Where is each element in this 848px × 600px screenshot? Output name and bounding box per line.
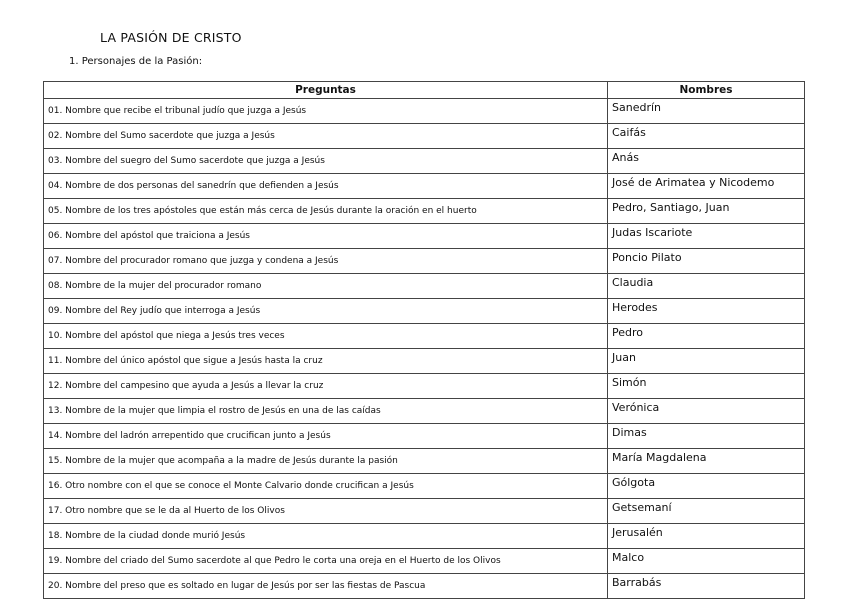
question-cell: 02. Nombre del Sumo sacerdote que juzga a Jesús (44, 124, 608, 149)
table-row (44, 124, 805, 149)
question-cell: 08. Nombre de la mujer del procurador romano (44, 274, 608, 299)
table-row (44, 324, 805, 349)
answer-cell: Anás (608, 149, 805, 174)
question-cell: 10. Nombre del apóstol que niega a Jesús tres veces (44, 324, 608, 349)
answer-cell: Getsemaní (608, 499, 805, 524)
table-header-row (44, 82, 805, 99)
answer-cell: Sanedrín (608, 99, 805, 124)
question-cell: 16. Otro nombre con el que se conoce el Monte Calvario donde crucifican a Jesús (44, 474, 608, 499)
header-nombres: Nombres (608, 82, 805, 99)
table-row (44, 424, 805, 449)
answer-cell: Jerusalén (608, 524, 805, 549)
table-row (44, 299, 805, 324)
answer-cell: Malco (608, 549, 805, 574)
question-cell: 14. Nombre del ladrón arrepentido que crucifican junto a Jesús (44, 424, 608, 449)
table-row (44, 449, 805, 474)
answer-cell: Judas Iscariote (608, 224, 805, 249)
table-row (44, 374, 805, 399)
question-cell: 20. Nombre del preso que es soltado en lugar de Jesús por ser las fiestas de Pascua (44, 574, 608, 599)
answer-cell: Barrabás (608, 574, 805, 599)
answer-cell: Verónica (608, 399, 805, 424)
header-preguntas: Preguntas (44, 82, 608, 99)
question-cell: 15. Nombre de la mujer que acompaña a la madre de Jesús durante la pasión (44, 449, 608, 474)
answer-cell: Pedro, Santiago, Juan (608, 199, 805, 224)
answer-cell: Caifás (608, 124, 805, 149)
question-cell: 06. Nombre del apóstol que traiciona a Jesús (44, 224, 608, 249)
table-row (44, 399, 805, 424)
table-row (44, 174, 805, 199)
question-cell: 03. Nombre del suegro del Sumo sacerdote que juzga a Jesús (44, 149, 608, 174)
table-row (44, 474, 805, 499)
document-title: LA PASIÓN DE CRISTO (100, 30, 242, 45)
table-row (44, 524, 805, 549)
answer-cell: José de Arimatea y Nicodemo (608, 174, 805, 199)
table-row (44, 249, 805, 274)
table-row (44, 149, 805, 174)
answer-cell: Pedro (608, 324, 805, 349)
table-row (44, 549, 805, 574)
table-row (44, 274, 805, 299)
question-cell: 04. Nombre de dos personas del sanedrín que defienden a Jesús (44, 174, 608, 199)
table-row (44, 349, 805, 374)
table-row (44, 224, 805, 249)
answer-cell: Juan (608, 349, 805, 374)
question-cell: 01. Nombre que recibe el tribunal judío que juzga a Jesús (44, 99, 608, 124)
question-cell: 09. Nombre del Rey judío que interroga a Jesús (44, 299, 608, 324)
answer-cell: Herodes (608, 299, 805, 324)
answer-cell: Dimas (608, 424, 805, 449)
answer-cell: María Magdalena (608, 449, 805, 474)
question-cell: 17. Otro nombre que se le da al Huerto de los Olivos (44, 499, 608, 524)
table-row (44, 199, 805, 224)
question-cell: 05. Nombre de los tres apóstoles que están más cerca de Jesús durante la oración en el huerto (44, 199, 608, 224)
answer-cell: Gólgota (608, 474, 805, 499)
answer-cell: Poncio Pilato (608, 249, 805, 274)
question-cell: 19. Nombre del criado del Sumo sacerdote al que Pedro le corta una oreja en el Huerto de los Olivos (44, 549, 608, 574)
table-row (44, 499, 805, 524)
question-cell: 13. Nombre de la mujer que limpia el rostro de Jesús en una de las caídas (44, 399, 608, 424)
questions-table (43, 81, 805, 599)
table-row (44, 574, 805, 599)
answer-cell: Claudia (608, 274, 805, 299)
question-cell: 11. Nombre del único apóstol que sigue a Jesús hasta la cruz (44, 349, 608, 374)
question-cell: 07. Nombre del procurador romano que juzga y condena a Jesús (44, 249, 608, 274)
section-heading: 1. Personajes de la Pasión: (69, 56, 203, 67)
table-row (44, 99, 805, 124)
answer-cell: Simón (608, 374, 805, 399)
question-cell: 12. Nombre del campesino que ayuda a Jesús a llevar la cruz (44, 374, 608, 399)
question-cell: 18. Nombre de la ciudad donde murió Jesús (44, 524, 608, 549)
